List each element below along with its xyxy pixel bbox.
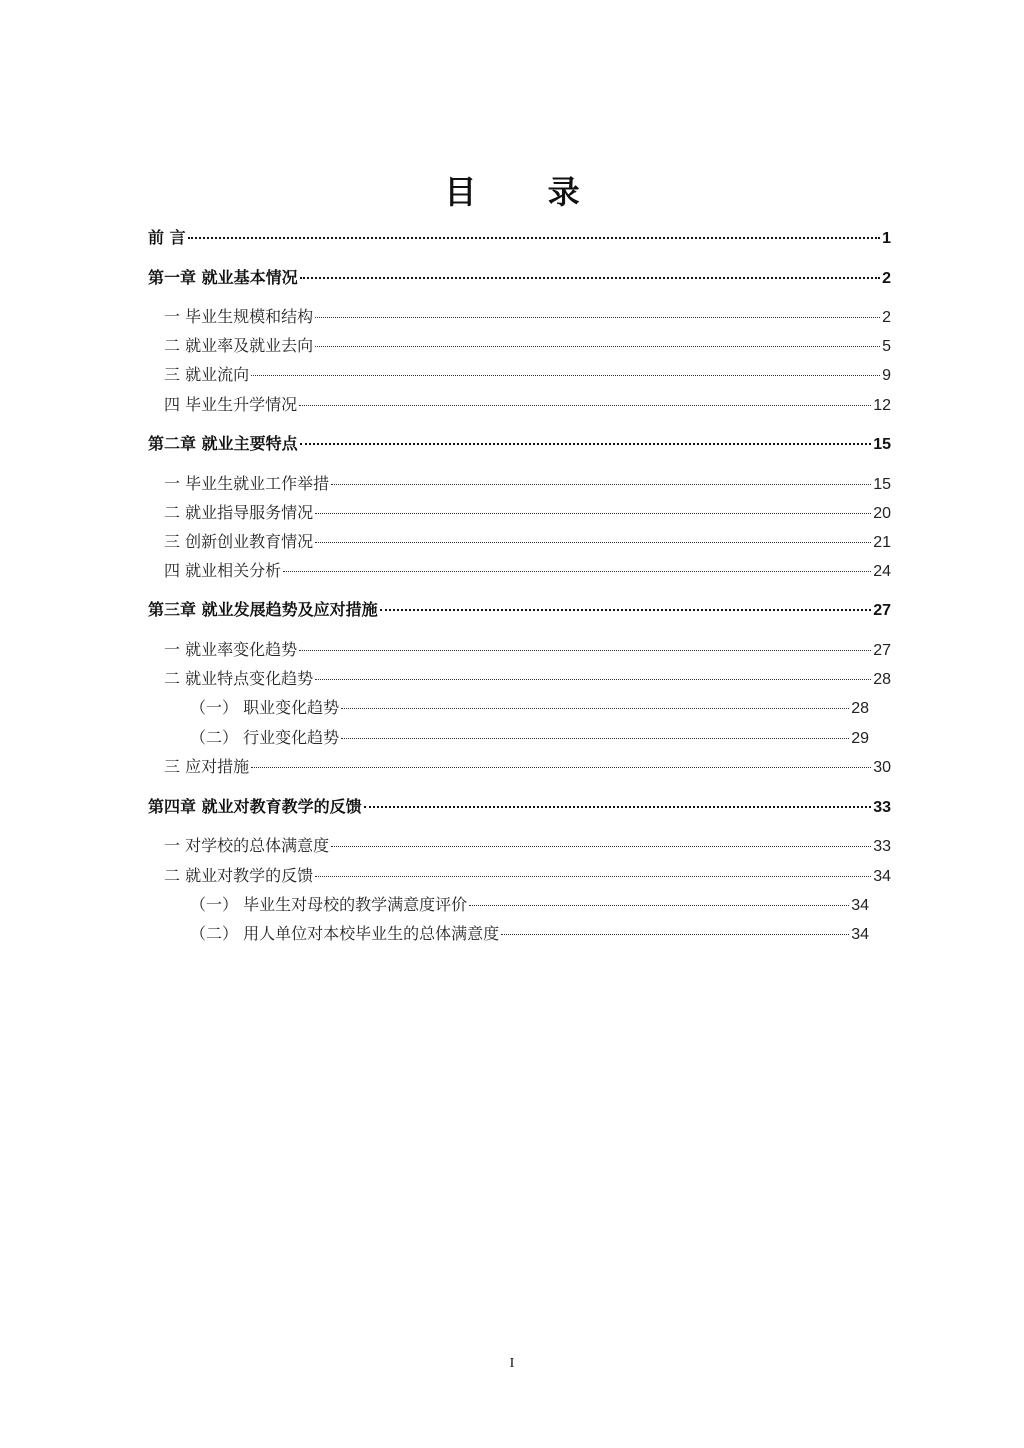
dot-leader — [331, 846, 871, 847]
toc-entry-section[interactable] — [164, 559, 891, 583]
toc-entry-page: 21 — [873, 534, 891, 551]
dot-leader — [299, 650, 871, 651]
toc-entry-subsection[interactable] — [190, 893, 869, 917]
toc-entry-section[interactable] — [164, 834, 891, 858]
toc-entry-label: 四 毕业生升学情况 — [164, 395, 298, 414]
toc-entry-page: 9 — [882, 367, 891, 384]
toc-entry-page: 5 — [882, 338, 891, 355]
toc-entry-label: （一） 毕业生对母校的教学满意度评价 — [190, 895, 468, 914]
toc-entry-label: 二 就业特点变化趋势 — [164, 669, 314, 688]
toc-entry-label: 第四章 就业对教育教学的反馈 — [148, 797, 362, 816]
toc-entry-label: 三 就业流向 — [164, 365, 250, 384]
toc-entry-label: 一 毕业生就业工作举措 — [164, 474, 330, 493]
toc-entry-label: 二 就业对教学的反馈 — [164, 866, 314, 885]
dot-leader — [501, 934, 849, 935]
dot-leader — [300, 443, 872, 445]
toc-entry-label: 前 言 — [148, 228, 186, 247]
toc-entry-page: 15 — [873, 436, 891, 453]
toc-entry-section[interactable] — [164, 363, 891, 387]
toc-entry-chapter-3[interactable] — [148, 598, 891, 622]
dot-leader — [341, 738, 849, 739]
toc-entry-page: 33 — [873, 799, 891, 816]
toc-entry-label: 四 就业相关分析 — [164, 561, 282, 580]
page-number: I — [509, 1356, 515, 1371]
dot-leader — [315, 513, 871, 514]
toc-entry-page: 28 — [851, 700, 869, 717]
toc-entry-label: （二） 行业变化趋势 — [190, 728, 340, 747]
toc-entry-preface[interactable] — [148, 226, 891, 250]
toc-entry-label: 三 创新创业教育情况 — [164, 532, 314, 551]
toc-entry-chapter-1[interactable] — [148, 266, 891, 290]
toc-entry-subsection[interactable] — [190, 696, 869, 720]
page-title: 目 录 — [444, 173, 610, 211]
dot-leader — [331, 484, 871, 485]
dot-leader — [315, 317, 880, 318]
dot-leader — [315, 876, 871, 877]
toc-entry-page: 20 — [873, 505, 891, 522]
toc-entry-section[interactable] — [164, 530, 891, 554]
toc-entry-section[interactable] — [164, 501, 891, 525]
toc-entry-label: 一 对学校的总体满意度 — [164, 836, 330, 855]
dot-leader — [300, 277, 881, 279]
toc-entry-label: （二） 用人单位对本校毕业生的总体满意度 — [190, 924, 500, 943]
dot-leader — [364, 806, 872, 808]
dot-leader — [283, 571, 871, 572]
toc-entry-label: 一 毕业生规模和结构 — [164, 307, 314, 326]
dot-leader — [315, 679, 871, 680]
toc-entry-section[interactable] — [164, 334, 891, 358]
toc-entry-page: 34 — [873, 868, 891, 885]
toc-entry-section[interactable] — [164, 864, 891, 888]
toc-entry-label: 第二章 就业主要特点 — [148, 434, 298, 453]
toc-entry-subsection[interactable] — [190, 726, 869, 750]
toc-entry-label: （一） 职业变化趋势 — [190, 698, 340, 717]
dot-leader — [315, 542, 871, 543]
toc-entry-page: 1 — [882, 230, 891, 247]
dot-leader — [341, 708, 849, 709]
toc-entry-page: 15 — [873, 476, 891, 493]
toc-entry-section[interactable] — [164, 755, 891, 779]
toc-entry-label: 二 就业率及就业去向 — [164, 336, 314, 355]
toc-entry-label: 三 应对措施 — [164, 757, 250, 776]
dot-leader — [299, 405, 871, 406]
toc-entry-page: 33 — [873, 838, 891, 855]
toc-entry-section[interactable] — [164, 472, 891, 496]
toc-entry-section[interactable] — [164, 393, 891, 417]
toc-entry-label: 第一章 就业基本情况 — [148, 268, 298, 287]
toc-entry-label: 一 就业率变化趋势 — [164, 640, 298, 659]
toc-entry-label: 二 就业指导服务情况 — [164, 503, 314, 522]
toc-entry-page: 34 — [851, 926, 869, 943]
dot-leader — [315, 346, 880, 347]
toc-entry-page: 27 — [873, 602, 891, 619]
toc-entry-page: 24 — [873, 563, 891, 580]
dot-leader — [251, 375, 880, 376]
toc-entry-page: 34 — [851, 897, 869, 914]
toc-entry-section[interactable] — [164, 305, 891, 329]
toc-entry-chapter-2[interactable] — [148, 432, 891, 456]
toc-entry-page: 2 — [882, 309, 891, 326]
dot-leader — [251, 767, 871, 768]
toc-entry-section[interactable] — [164, 638, 891, 662]
toc-entry-page: 2 — [882, 270, 891, 287]
toc-entry-page: 29 — [851, 730, 869, 747]
toc-entry-page: 27 — [873, 642, 891, 659]
toc-entry-page: 12 — [873, 397, 891, 414]
toc-entry-subsection[interactable] — [190, 922, 869, 946]
toc-entry-chapter-4[interactable] — [148, 795, 891, 819]
toc-entry-page: 28 — [873, 671, 891, 688]
toc-entry-page: 30 — [873, 759, 891, 776]
toc-entry-label: 第三章 就业发展趋势及应对措施 — [148, 600, 378, 619]
dot-leader — [380, 609, 872, 611]
dot-leader — [469, 905, 849, 906]
toc-entry-section[interactable] — [164, 667, 891, 691]
dot-leader — [188, 237, 881, 239]
